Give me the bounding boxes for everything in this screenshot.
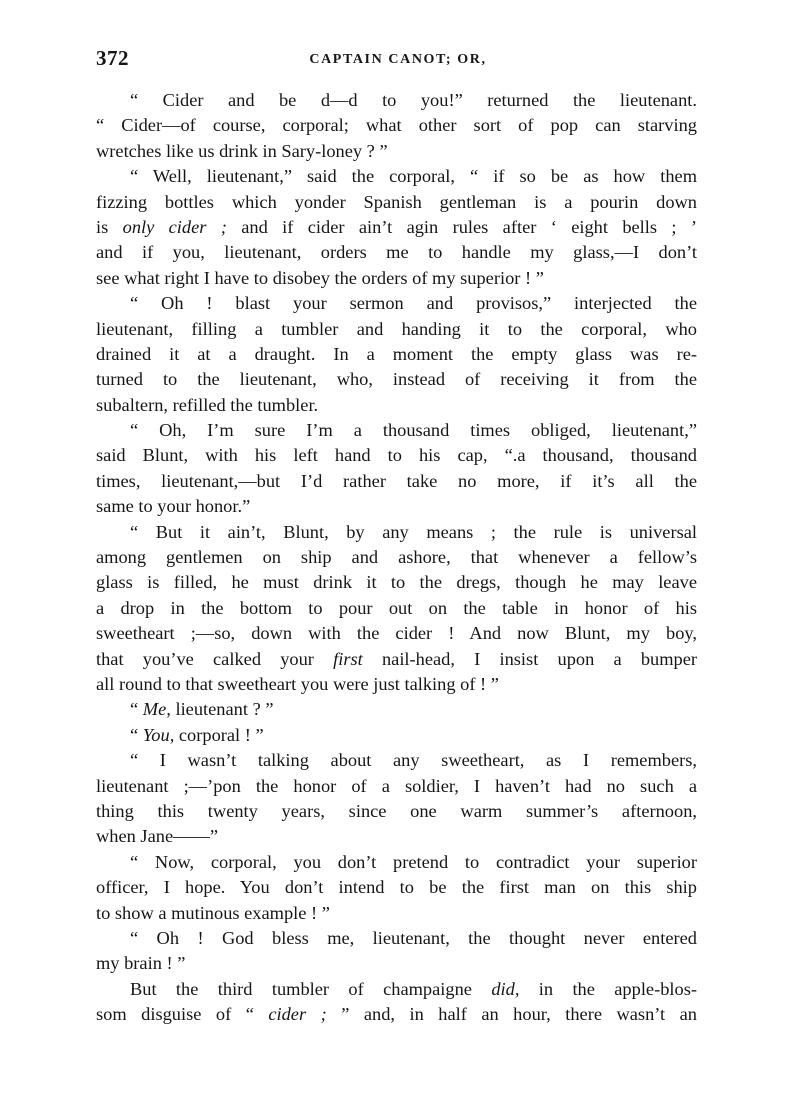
text-line [96,774,697,799]
italic-text: did, [491,978,520,999]
text-line [96,951,697,976]
text-line [96,875,697,900]
text-run: and if you, lieutenant, orders me to handle my glass,—I don’t [96,242,697,263]
body-text [96,88,697,1027]
text-line [96,443,697,468]
text-line [96,647,697,672]
running-head [96,46,700,76]
text-line [96,469,697,494]
text-run: see what right I have to disobey the orders of my superior ! ” [96,267,544,288]
text-run: lieutenant ? ” [170,699,274,720]
text-run: and if cider ain’t agin rules after ‘ eight bells ; ’ [226,216,697,237]
text-run: same to your honor.” [96,496,251,517]
text-run: “ But it ain’t, Blunt, by any means ; the rule is universal [130,521,697,542]
text-line [96,266,697,291]
text-run: “ [130,699,143,720]
text-line [96,697,697,722]
text-line [96,317,697,342]
text-line [96,291,697,316]
text-run: nail-head, I insist upon a bumper [362,648,698,669]
text-run: sweetheart ;—so, down with the cider ! And now Blunt, my boy, [96,623,697,644]
text-line [96,215,697,240]
text-line [96,240,697,265]
text-line [96,850,697,875]
text-run: corporal ! ” [174,724,264,745]
text-line [96,748,697,773]
text-run: all round to that sweetheart you were just talking of ! ” [96,673,499,694]
text-line [96,164,697,189]
text-line [96,520,697,545]
text-run: “ Oh, I’m sure I’m a thousand times obliged, lieutenant,” [130,420,697,441]
text-line [96,545,697,570]
text-run: my brain ! ” [96,953,186,974]
text-run: that you’ve calked your [96,648,334,669]
text-run: said Blunt, with his left hand to his cap, “.a thousand, thousand [96,445,697,466]
text-run: drained it at a draught. In a moment the empty glass was re- [96,343,697,364]
text-run: times, lieutenant,—but I’d rather take no more, if it’s all the [96,470,697,491]
text-run: “ Oh ! God bless me, lieutenant, the thought never entered [130,927,697,948]
italic-text: first [333,648,363,669]
italic-text: You, [142,724,175,745]
italic-text: cider ; [268,1004,327,1025]
text-run: subaltern, refilled the tumbler. [96,394,319,415]
text-line [96,190,697,215]
text-run: lieutenant ;—’pon the honor of a soldier, I haven’t had no such a [96,775,697,796]
text-line [96,367,697,392]
text-run: “ [130,724,143,745]
text-line [96,799,697,824]
text-line [96,824,697,849]
running-title: CAPTAIN CANOT; OR, [309,52,487,67]
text-line [96,342,697,367]
text-run: thing this twenty years, since one warm summer’s afternoon, [96,800,697,821]
text-line [96,621,697,646]
text-run: “ Cider—of course, corporal; what other sort of pop can starving [96,115,697,136]
text-run: “ Well, lieutenant,” said the corporal, “ if so be as how them [130,166,697,187]
italic-text: Me, [142,699,171,720]
text-run: fizzing bottles which yonder Spanish gentleman is a pourin down [96,191,697,212]
text-line [96,570,697,595]
text-line [96,901,697,926]
text-run: But the third tumbler of champaigne [130,978,492,999]
text-line [96,926,697,951]
text-run: glass is filled, he must drink it to the dregs, though he may leave [96,572,697,593]
text-run: som disguise of “ [96,1004,269,1025]
text-line [96,596,697,621]
text-line [96,139,697,164]
text-line [96,113,697,138]
text-run: wretches like us drink in Sary-loney ? ” [96,140,388,161]
page-number: 372 [96,46,129,70]
text-run: a drop in the bottom to pour out on the table in honor of his [96,597,697,618]
text-line [96,977,697,1002]
text-run: to show a mutinous example ! ” [96,902,330,923]
text-line [96,88,697,113]
text-run: is [96,216,123,237]
text-run: “ Cider and be d—d to you!” returned the lieutenant. [130,90,697,110]
text-run: lieutenant, filling a tumbler and handing it to the corporal, who [96,318,697,339]
text-run: turned to the lieutenant, who, instead of receiving it from the [96,369,697,390]
text-line [96,494,697,519]
text-line [96,393,697,418]
text-run: “ Now, corporal, you don’t pretend to contradict your superior [130,851,697,872]
text-run: when Jane——” [96,826,219,847]
text-run: in the apple-blos- [519,978,698,999]
text-run: officer, I hope. You don’t intend to be the first man on this ship [96,877,697,898]
text-run: ” and, in half an hour, there wasn’t an [326,1004,697,1025]
text-line [96,1002,697,1027]
text-run: “ Oh ! blast your sermon and provisos,” interjected the [130,293,697,314]
text-run: among gentlemen on ship and ashore, that whenever a fellow’s [96,547,697,568]
text-line [96,723,697,748]
text-line [96,672,697,697]
text-line [96,418,697,443]
italic-text: only cider ; [122,216,227,237]
text-run: “ I wasn’t talking about any sweetheart, as I remembers, [130,750,697,771]
